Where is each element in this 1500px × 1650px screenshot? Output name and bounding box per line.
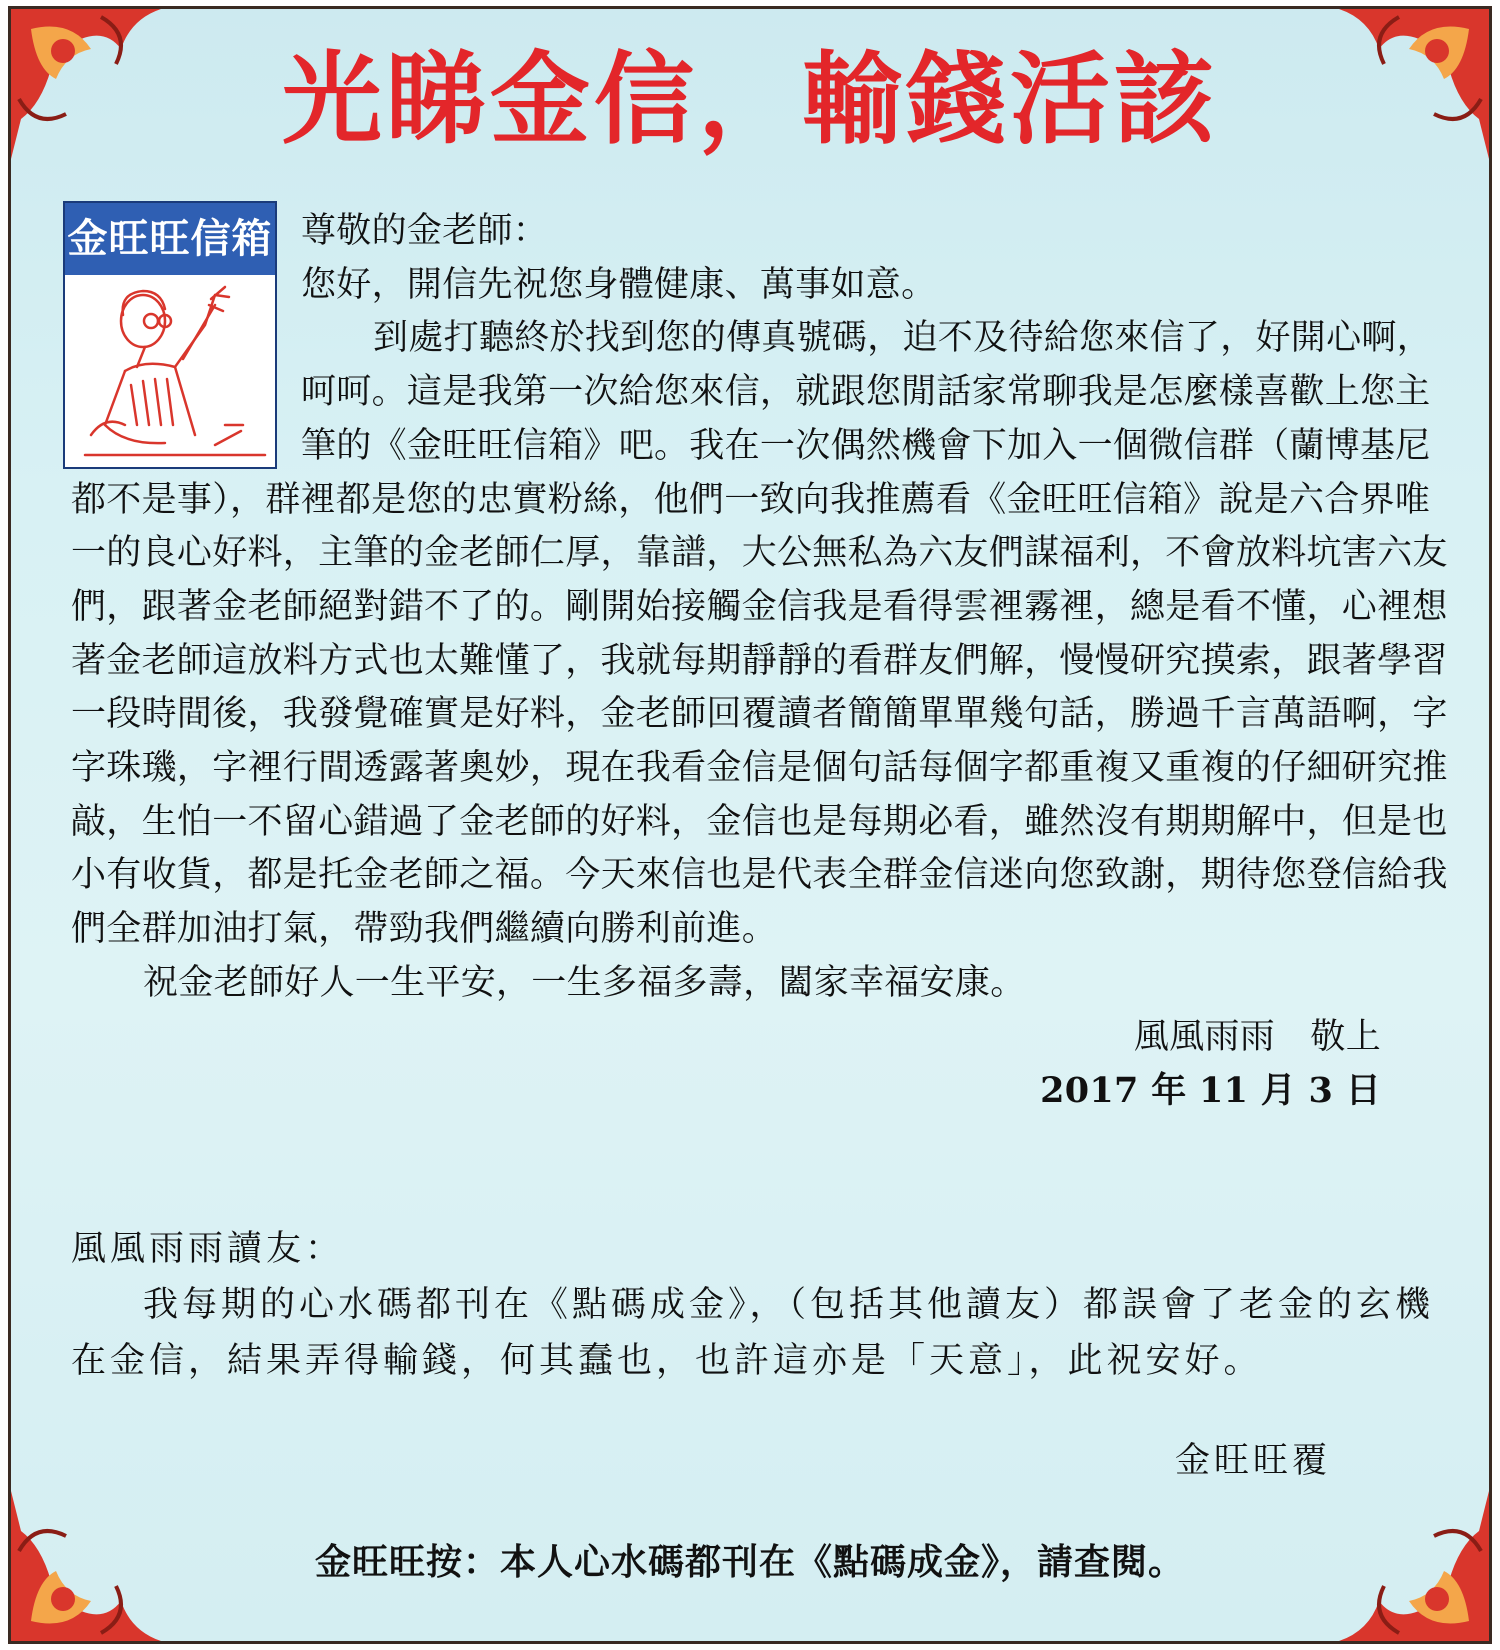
letter-paragraph-2: 到處打聽終於找到您的傳真號碼，迫不及待給您來信了，好開心啊，呵呵。這是我第一次給您來信，就跟您閒話家常聊我是怎麼樣喜歡上您主筆的《金旺旺信箱》吧。我在一次偶然機會下加入一個微信群（蘭博基尼都不是事），群裡都是您的忠實粉絲，他們一致向我推薦看《金旺旺信箱》說是六合界唯一的良心好料，主筆的金老師仁厚，靠譜，大公無私為六友們謀福利，不會放料坑害六友們，跟著金老師絕對錯不了的。剛開始接觸金信我是看得雲裡霧裡，總是看不懂，心裡想著金老師這放料方式也太難懂了，我就每期靜靜的看群友們解，慢慢研究摸索，跟著學習一段時間後，我發覺確實是好料，金老師回覆讀者簡簡單單幾句話，勝過千言萬語啊，字字珠璣，字裡行間透露著奧妙，現在我看金信是個句話每個字都重複又重複的仔細研究推敲，生怕一不留心錯過了金老師的好料，金信也是每期必看，雖然沒有期期解中，但是也小有收貨，都是托金老師之福。今天來信也是代表全群金信迷向您致謝，期待您登信給我們全群加油打氣，帶勁我們繼續向勝利前進。 xyxy=(71,318,1448,950)
reply-body: 我每期的心水碼都刊在《點碼成金》，（包括其他讀友）都誤會了老金的玄機在金信，結果弄得輸錢，何其蠢也，也許這亦是「天意」，此祝安好。 xyxy=(71,1285,1435,1381)
letter-signature: 風風雨雨 敬上 xyxy=(1133,1016,1381,1057)
newspaper-column xyxy=(8,6,1492,1644)
letter-date: 2017 年 11 月 3 日 xyxy=(1040,1070,1381,1112)
letter-greeting: 尊敬的金老師： xyxy=(301,211,549,251)
reply-signature: 金旺旺覆 xyxy=(1174,1441,1331,1481)
reply-greeting: 風風雨雨讀友： xyxy=(71,1229,345,1269)
footer-note: 金旺旺按：本人心水碼都刊在《點碼成金》，請查閱。 xyxy=(314,1542,1185,1583)
letter-paragraph-3: 祝金老師好人一生平安，一生多福多壽，闔家幸福安康。 xyxy=(143,962,1026,1003)
columnist-reply xyxy=(71,1221,1451,1489)
logo-title: 金旺旺信箱 xyxy=(65,203,275,275)
letter-paragraph-1: 您好，開信先祝您身體健康、萬事如意。 xyxy=(301,264,937,305)
headline: 光睇金信，輸錢活該 xyxy=(282,40,1218,158)
reader-letter xyxy=(71,205,1451,1118)
